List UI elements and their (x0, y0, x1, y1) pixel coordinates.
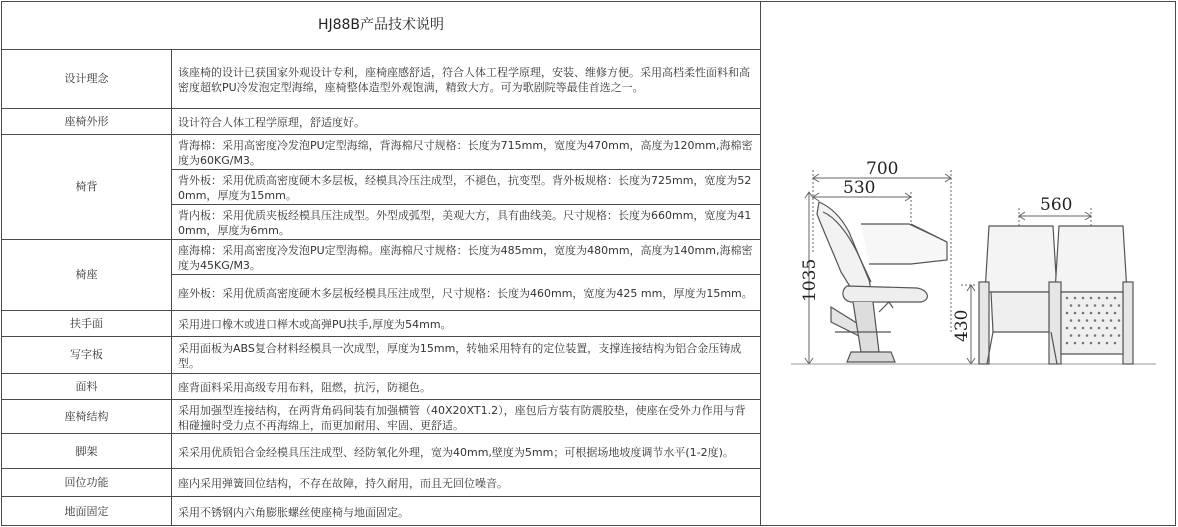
seat-hole (1110, 319, 1113, 322)
row-desc: 采采用优质铝合金经模具压注成型、经防氧化外理，宽为40mm,壁度为5mm；可根据场地坡度调节水平(1-2度)。 (172, 434, 761, 469)
row-label: 椅座 (2, 239, 172, 310)
seat-hole (1090, 297, 1093, 300)
seat-hole (1118, 304, 1121, 307)
spec-table (1, 1, 761, 526)
seat-hole (1070, 319, 1073, 322)
seat-hole (1110, 304, 1113, 307)
seat-hole (1102, 319, 1105, 322)
seat-hole (1102, 334, 1105, 337)
table-row (2, 310, 761, 336)
table-row (2, 337, 761, 374)
row-desc: 采用加强型连接结构，在两背角码间装有加强横管（40X20XT1.2），座包后方装有防震胶垫，使座在受外力作用与背相碰撞时受力点不再海绵上，而更加耐用、牢固、更舒适。 (172, 399, 761, 434)
seat-hole (1082, 327, 1085, 330)
table-row (2, 468, 761, 496)
seat-hole (1066, 297, 1069, 300)
row-label: 座椅外形 (2, 108, 172, 134)
table-row (2, 108, 761, 134)
row-label: 写字板 (2, 337, 172, 374)
seat-hole (1078, 304, 1081, 307)
table-row (2, 373, 761, 399)
seat-hole (1114, 297, 1117, 300)
seat-hole (1118, 334, 1121, 337)
row-label: 地面固定 (2, 497, 172, 526)
chair-drawing (761, 2, 1175, 527)
seat-hole (1078, 334, 1081, 337)
seat-hole (1066, 312, 1069, 315)
seat-hole (1090, 312, 1093, 315)
row-desc: 该座椅的设计已获国家外观设计专利，座椅座感舒适，符合人体工程学原理，安装、维修方便。采用高档柔性面料和高密度超软PU冷发泡定型海绵，座椅整体造型外观饱满，精致大方。可为歌剧院等最佳首选之一。 (172, 49, 761, 108)
seat-hole (1090, 327, 1093, 330)
seat-hole (1118, 319, 1121, 322)
dim-label-560: 560 (1040, 195, 1073, 215)
seat-hole (1070, 334, 1073, 337)
row-desc: 座海棉：采用高密度冷发泡PU定型海棉。座海棉尺寸规格：长度为485mm，宽度为480mm，高度为140mm,海棉密度为45KG/M3。 (172, 239, 761, 275)
table-row (2, 239, 761, 275)
seat-hole (1114, 327, 1117, 330)
seat-hole (1066, 342, 1069, 345)
seat-hole (1098, 297, 1101, 300)
row-desc: 座外板：采用优质高密度硬木多层板经模具压注成型，尺寸规格：长度为460mm，宽度为425 mm，厚度为15mm。 (172, 275, 761, 311)
row-desc: 座内采用弹簧回位结构，不存在故障，持久耐用，而且无回位噪音。 (172, 468, 761, 496)
table-row (2, 497, 761, 526)
dim-label-700: 700 (866, 159, 899, 179)
seat-hole (1106, 312, 1109, 315)
seat-hole (1082, 342, 1085, 345)
seat-hole (1094, 334, 1097, 337)
seat-hole (1098, 342, 1101, 345)
seat-hole (1066, 327, 1069, 330)
seat-hole (1106, 342, 1109, 345)
row-desc: 采用进口橡木或进口榉木或高弹PU扶手,厚度为54mm。 (172, 310, 761, 336)
table-row (2, 135, 761, 170)
seat-hole (1102, 304, 1105, 307)
seat-hole (1078, 319, 1081, 322)
seat-hole (1106, 297, 1109, 300)
table-row (2, 399, 761, 434)
side-view (817, 202, 947, 362)
seat-hole (1082, 312, 1085, 315)
seat-hole (1098, 327, 1101, 330)
seat-hole (1114, 312, 1117, 315)
row-desc: 背外板：采用优质高密度硬木多层板，经模具冷压注成型，不褪色，抗变型。背外板规格：长度为725mm，宽度为520mm，厚度为15mm。 (172, 169, 761, 205)
seat-hole (1074, 312, 1077, 315)
dim-label-1035: 1035 (800, 258, 820, 302)
seat-hole (1094, 304, 1097, 307)
seat-hole (1098, 312, 1101, 315)
front-view (979, 226, 1133, 364)
seat-hole (1086, 334, 1089, 337)
chair-drawing-panel (761, 1, 1176, 526)
row-label: 面料 (2, 373, 172, 399)
seat-hole (1110, 334, 1113, 337)
row-label: 脚架 (2, 434, 172, 469)
row-desc: 背海棉：采用高密度冷发泡PU定型海绵，背海棉尺寸规格：长度为715mm，宽度为470mm，高度为120mm,海棉密度为60KG/M3。 (172, 135, 761, 170)
seat-hole (1114, 342, 1117, 345)
row-label: 回位功能 (2, 468, 172, 496)
seat-hole (1082, 297, 1085, 300)
title-row (2, 2, 761, 50)
row-desc: 座背面料采用高级专用布料，阻燃，抗污，防褪色。 (172, 373, 761, 399)
seat-hole (1074, 327, 1077, 330)
table-row (2, 49, 761, 108)
row-label: 设计理念 (2, 49, 172, 108)
row-desc: 采用不锈钢内六角膨胀螺丝使座椅与地面固定。 (172, 497, 761, 526)
row-label: 椅背 (2, 135, 172, 240)
seat-hole (1094, 319, 1097, 322)
row-desc: 采用面板为ABS复合材料经模具一次成型，厚度为15mm，转轴采用特有的定位装置，支撑连接结构为铝合金压铸成型。 (172, 337, 761, 374)
row-label: 扶手面 (2, 310, 172, 336)
seat-hole (1086, 319, 1089, 322)
row-label: 座椅结构 (2, 399, 172, 434)
seat-hole (1074, 342, 1077, 345)
row-desc: 背内板：采用优质夹板经模具压注成型。外型成弧型，美观大方，具有曲线美。尺寸规格：长度为660mm，宽度为410mm，厚度为6mm。 (172, 205, 761, 240)
seat-hole (1090, 342, 1093, 345)
dim-label-530: 530 (843, 178, 876, 198)
spec-title: HJ88B产品技术说明 (2, 2, 761, 50)
table-row (2, 434, 761, 469)
seat-hole (1086, 304, 1089, 307)
row-desc: 设计符合人体工程学原理，舒适度好。 (172, 108, 761, 134)
seat-hole (1074, 297, 1077, 300)
seat-hole (1106, 327, 1109, 330)
dim-label-430: 430 (952, 309, 972, 342)
seat-hole (1070, 304, 1073, 307)
